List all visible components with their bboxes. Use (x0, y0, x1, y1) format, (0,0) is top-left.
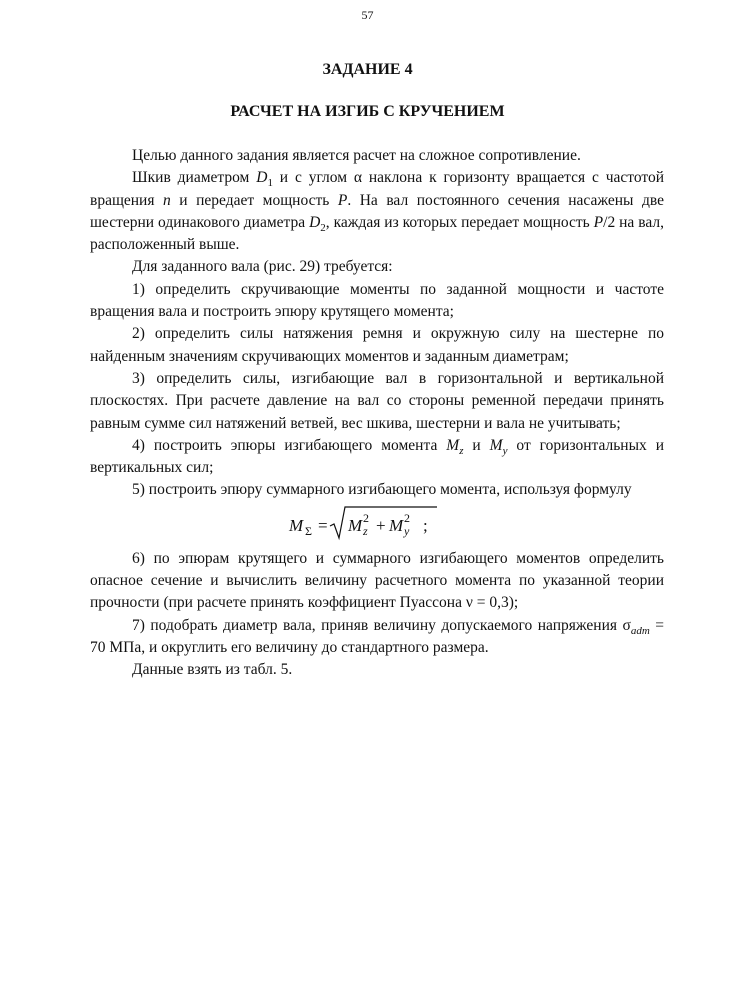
n-symbol: n (163, 191, 171, 209)
text-run: . На вал постоянного сечения насажены две шестерни одинакового диаметра (90, 191, 664, 231)
formula-y: y (404, 523, 410, 538)
text-run: от горизонтальных и вертикальных сил; (90, 436, 664, 477)
half-fraction: /2 (603, 213, 616, 231)
p-symbol: P (593, 213, 604, 231)
formula-lhs: M (289, 515, 304, 535)
text-run: = 70 МПа, и округлить его величину до стандартного размера. (90, 616, 664, 656)
formula-sq1: 2 (363, 510, 369, 525)
requirements-intro: Для заданного вала (рис. 29) требуется: (132, 258, 393, 276)
formula-equals: = (318, 515, 328, 535)
formula-plus: + (376, 515, 386, 535)
list-item-2: 2) определить силы натяжения ремня и окружную силу на шестерне по найденным значениям скручивающих моментов и заданным диаметрам; (90, 325, 664, 365)
d1-symbol: D (256, 169, 268, 187)
mz-subscript: z (459, 444, 464, 457)
d1-subscript: 1 (267, 177, 273, 190)
intro-paragraph: Целью данного задания является расчет на сложное сопротивление. (132, 147, 581, 164)
d2-symbol: D (309, 213, 321, 231)
data-source-note: Данные взять из табл. 5. (132, 661, 293, 679)
task-heading: ЗАДАНИЕ 4 (322, 61, 413, 78)
text-run: наклона к горизонту вращается с частотой вращения (90, 169, 664, 209)
list-item-6: 6) по эпюрам крутящего и суммарного изгибающего моментов определить опасное сечение и вычислить величину расчетного момента по указанной теории прочности (при расчете принять коэффициент Пуассона ν = 0,3); (90, 549, 664, 612)
text-run: Шкив диаметром (132, 169, 257, 187)
moment-formula (90, 504, 664, 542)
list-item-7 (90, 615, 664, 660)
formula-sq2: 2 (404, 510, 410, 525)
formula-z: z (363, 523, 368, 538)
page-number: 57 (361, 8, 374, 22)
text-run: и с углом (272, 169, 354, 187)
list-item-5: 5) построить эпюру суммарного изгибающего момента, используя формулу (132, 481, 632, 499)
my-subscript: y (502, 444, 508, 457)
pulley-paragraph (90, 167, 664, 256)
p-symbol: P (337, 191, 348, 209)
list-item-3: 3) определить силы, изгибающие вал в горизонтальной и вертикальной плоскостях. При расчете давление на вал со стороны ременной передачи принять равным сумме сил натяжений ветвей, вес шкива, шестерни и вала не учитывать; (90, 369, 664, 432)
formula-lhs-subscript: Σ (305, 523, 312, 538)
task-subheading: РАСЧЕТ НА ИЗГИБ С КРУЧЕНИЕМ (230, 103, 505, 120)
d2-subscript: 2 (320, 221, 326, 234)
text-run: 7) подобрать диаметр вала, приняв величину допускаемого напряжения (132, 616, 623, 634)
text-run: на вал, расположенный выше. (90, 213, 664, 254)
text-run: и передает мощность (170, 191, 338, 209)
sigma-subscript: adm (630, 624, 650, 637)
alpha-symbol: α (353, 169, 362, 187)
sigma-symbol: σ (622, 616, 631, 634)
my-symbol: M (489, 436, 503, 454)
formula-m2: M (389, 515, 404, 535)
formula-m1: M (348, 515, 363, 535)
list-item-4 (90, 435, 664, 480)
mz-symbol: M (446, 436, 460, 454)
formula-semicolon: ; (423, 515, 428, 535)
list-item-1: 1) определить скручивающие моменты по заданной мощности и частоте вращения вала и построить эпюру крутящего момента; (90, 280, 664, 321)
text-run: 4) построить эпюры изгибающего момента (132, 436, 447, 454)
text-run: , каждая из которых передает мощность (325, 213, 594, 231)
formula-svg (287, 504, 467, 542)
text-run: и (463, 436, 490, 454)
task-body (90, 145, 664, 682)
